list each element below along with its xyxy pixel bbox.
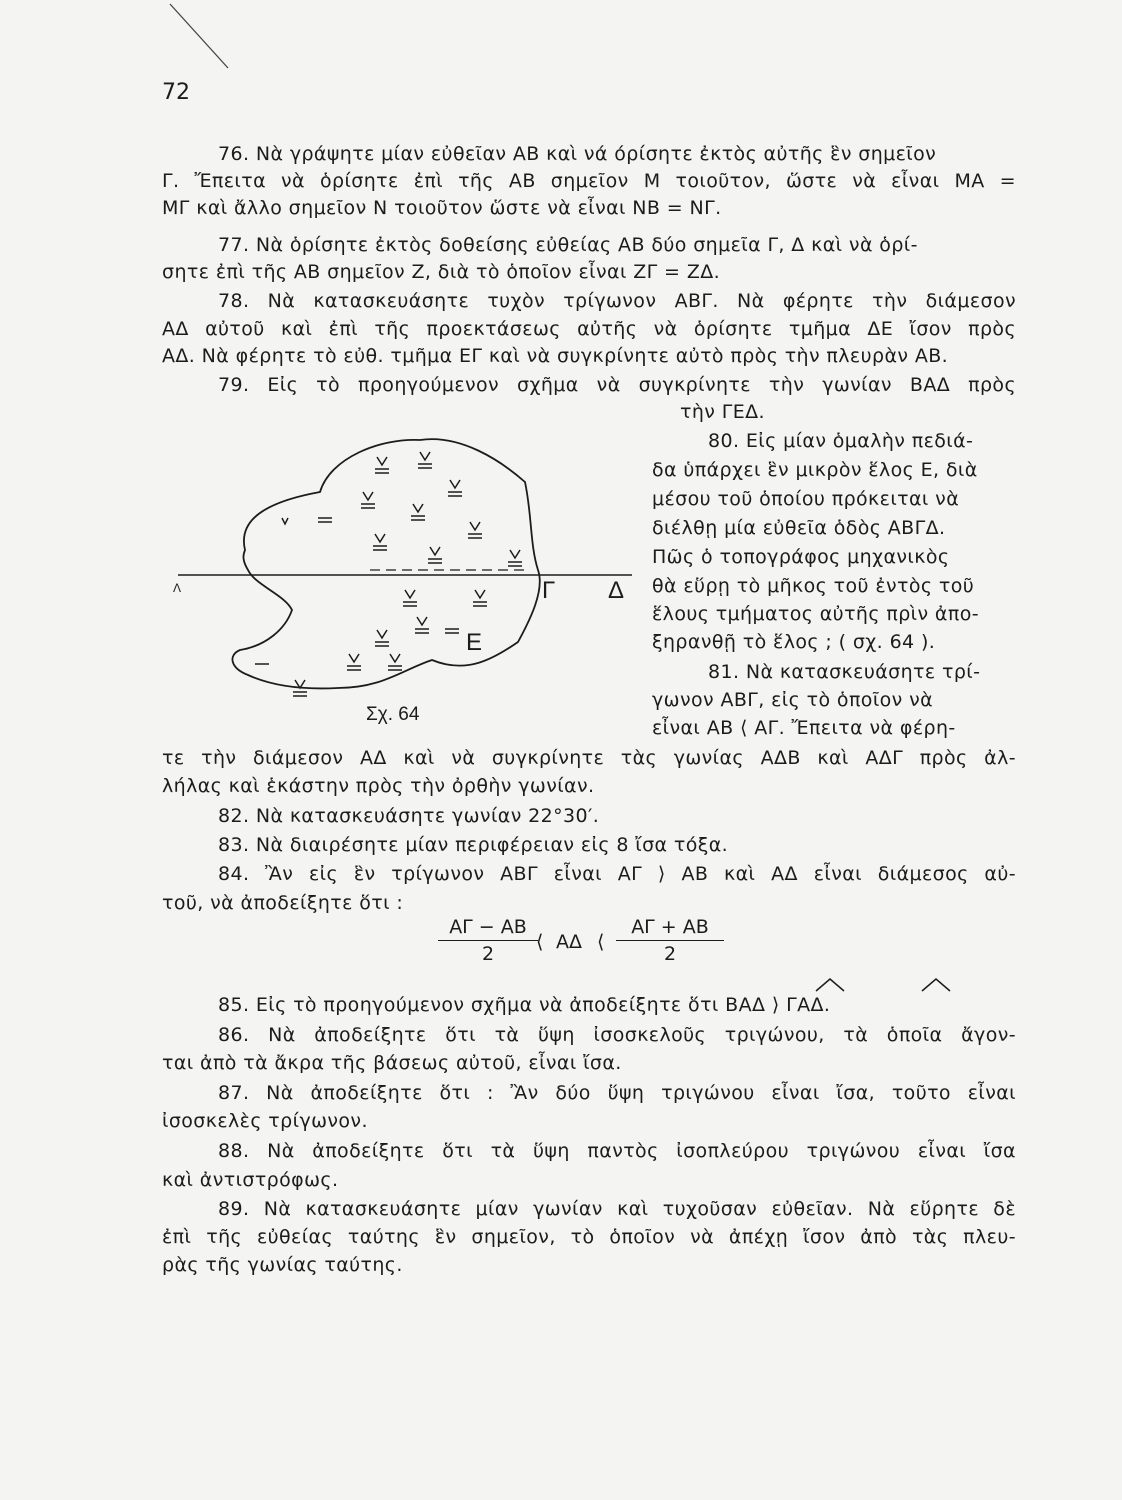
text-line: 77. Νὰ ὁρίσητε ἐκτὸς δοθείσης εὐθείας ΑΒ δύο σημεῖα Γ, Δ καὶ νὰ ὁρί- [218, 234, 918, 256]
text-line: γωνον ΑΒΓ, εἰς τὸ ὁποῖον νὰ [652, 689, 934, 711]
page-number: 72 [162, 80, 190, 105]
label-a: Λ [173, 581, 182, 595]
left-denominator: 2 [481, 943, 495, 965]
text-line: 89. Νὰ κατασκευάσητε μίαν γωνίαν καὶ τυχοῦσαν εὐθεῖαν. Νὰ εὕρητε δὲ [218, 1198, 1016, 1220]
text-line: τὴν ΓΕΔ. [680, 401, 765, 423]
text-line: ΑΔ. Νὰ φέρητε τὸ εὐθ. τμῆμα ΕΓ καὶ νὰ συγκρίνητε αὐτὸ πρὸς τὴν πλευρὰν ΑΒ. [162, 345, 949, 367]
text-line: 80. Εἰς μίαν ὁμαλὴν πεδιά- [708, 430, 974, 452]
right-fraction [616, 916, 724, 965]
text-line: 81. Νὰ κατασκευάσητε τρί- [708, 661, 981, 683]
text-line: 79. Εἰς τὸ προηγούμενον σχῆμα νὰ συγκρίνητε τὴν γωνίαν ΒΑΔ πρὸς [218, 374, 1016, 396]
left-fraction [438, 916, 538, 965]
text-line: 87. Νὰ ἀποδείξητε ὅτι : Ἂν δύο ὕψη τριγώνου εἶναι ἴσα, τοῦτο εἶναι [218, 1082, 1016, 1104]
text-line: 84. Ἂν εἰς ἓν τρίγωνον ΑΒΓ εἶναι ΑΓ ⟩ ΑΒ καὶ ΑΔ εἶναι διάμεσος αὐ- [218, 863, 1016, 885]
left-numerator: ΑΓ − ΑΒ [438, 916, 538, 941]
label-gamma: Γ [542, 577, 556, 604]
text-line: ρὰς τῆς γωνίας ταύτης. [162, 1254, 403, 1276]
less-than-1: ⟨ [536, 931, 544, 953]
corner-scratch-mark [168, 2, 238, 72]
figure-caption: Σχ. 64 [366, 704, 420, 725]
text-line: θὰ εὕρῃ τὸ μῆκος τοῦ ἐντὸς τοῦ [652, 575, 975, 597]
text-line: καὶ ἀντιστρόφως. [162, 1169, 339, 1191]
middle-term: ΑΔ [556, 931, 582, 953]
label-delta: Δ [608, 577, 625, 604]
text-line: 83. Νὰ διαιρέσητε μίαν περιφέρειαν εἰς 8 ἴσα τόξα. [218, 834, 729, 856]
angle-hat-marks [812, 974, 962, 994]
text-line: 86. Νὰ ἀποδείξητε ὅτι τὰ ὕψη ἰσοσκελοῦς τριγώνου, τὰ ὁποῖα ἄγον- [218, 1024, 1016, 1046]
text-line: τοῦ, νὰ ἀποδείξητε ὅτι : [162, 892, 404, 914]
text-line: ξηρανθῇ τὸ ἕλος ; ( σχ. 64 ). [652, 631, 936, 653]
text-line: Πῶς ὁ τοπογράφος μηχανικὸς [652, 546, 950, 568]
text-line: ἰσοσκελὲς τρίγωνον. [162, 1110, 368, 1132]
label-epsilon: Ε [466, 629, 483, 656]
text-line: ται ἀπὸ τὰ ἄκρα τῆς βάσεως αὐτοῦ, εἶναι ἴσα. [162, 1052, 622, 1074]
text-line: 88. Νὰ ἀποδείξητε ὅτι τὰ ὕψη παντὸς ἰσοπλεύρου τριγώνου εἶναι ἴσα [218, 1140, 1016, 1162]
text-line: λήλας καὶ ἑκάστην πρὸς τὴν ὀρθὴν γωνίαν. [162, 775, 595, 797]
text-line: διέλθῃ μία εὐθεῖα ὁδὸς ΑΒΓΔ. [652, 517, 946, 539]
text-line: σητε ἐπὶ τῆς ΑΒ σημεῖον Ζ, διὰ τὸ ὁποῖον εἶναι ΖΓ = ΖΔ. [162, 261, 721, 283]
text-line: εἶναι ΑΒ ⟨ ΑΓ. Ἔπειτα νὰ φέρη- [652, 717, 956, 739]
text-line: Γ. Ἔπειτα νὰ ὁρίσητε ἐπὶ τῆς ΑΒ σημεῖον Μ τοιοῦτον, ὥστε νὰ εἶναι ΜΑ = [162, 170, 1016, 192]
text-line: μέσου τοῦ ὁποίου πρόκειται νὰ [652, 488, 960, 510]
text-line: ΑΔ αὐτοῦ καὶ ἐπὶ τῆς προεκτάσεως αὐτῆς νὰ ὁρίσητε τμῆμα ΔΕ ἴσον πρὸς [162, 318, 1016, 340]
text-line: τε τὴν διάμεσον ΑΔ καὶ νὰ συγκρίνητε τὰς γωνίας ΑΔΒ καὶ ΑΔΓ πρὸς ἀλ- [162, 747, 1016, 769]
text-line: 85. Εἰς τὸ προηγούμενον σχῆμα νὰ ἀποδείξητε ὅτι ΒΑΔ ⟩ ΓΑΔ. [218, 994, 831, 1016]
less-than-2: ⟨ [597, 931, 605, 953]
right-denominator: 2 [663, 943, 677, 965]
text-line: ΜΓ καὶ ἄλλο σημεῖον Ν τοιοῦτον ὥστε νὰ εἶναι ΝΒ = ΝΓ. [162, 197, 722, 219]
text-line: 76. Νὰ γράψητε μίαν εὐθεῖαν ΑΒ καὶ νά όρίσητε ἐκτὸς αὐτῆς ἓν σημεῖον [218, 143, 937, 165]
marsh-outline [232, 439, 539, 688]
right-numerator: ΑΓ + ΑΒ [616, 916, 724, 941]
text-line: ἕλους τμήματος αὐτῆς πρὶν ἀπο- [652, 603, 979, 625]
text-line: δα ὑπάρχει ἓν μικρὸν ἕλος Ε, διὰ [652, 459, 978, 481]
text-line: 82. Νὰ κατασκευάσητε γωνίαν 22°30′. [218, 805, 600, 827]
text-line: 78. Νὰ κατασκευάσητε τυχὸν τρίγωνον ΑΒΓ. Νὰ φέρητε τὴν διάμεσον [218, 290, 1016, 312]
marsh-reed-symbols [255, 452, 522, 696]
figure-64-marsh-diagram [170, 420, 640, 730]
text-line: ἐπὶ τῆς εὐθείας ταύτης ἓν σημεῖον, τὸ ὁποῖον νὰ ἀπέχῃ ἴσον ἀπὸ τὰς πλευ- [162, 1226, 1016, 1248]
